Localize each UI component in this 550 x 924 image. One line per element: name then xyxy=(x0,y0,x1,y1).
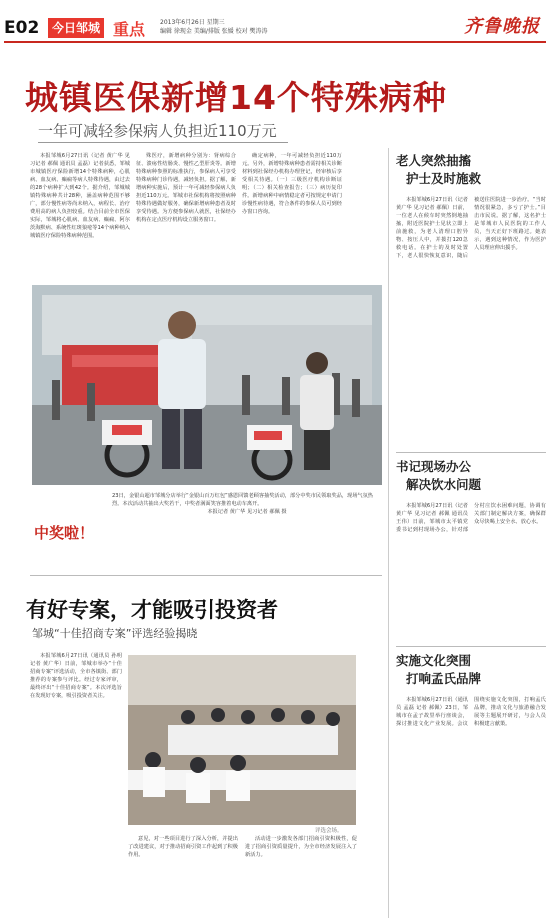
header-divider xyxy=(4,41,546,43)
main-article-column-1: 本报邹城6月27日讯（记者 黄广华 见习记者 郝佩 通讯员 孟磊）记者获悉，邹城市城镇医疗保险新增14个特殊病种，心肌病、血友病、癫痫等病人特殊待遇，由过去的28个病种扩大到42个。据介绍，邹城城镇特殊病种共计28种，涵盖病种范围不够广，部分慢性病等尚未纳入，病程长、治疗费用高的病人负担较重。结合目前全市医保实际，邹城将心肌病、血友病、癫痫、阿尔茨海默病、系统性红斑狼疮等14个病种纳入城镇医疗保险特殊病种范围。 xyxy=(30,153,130,239)
sidebar-divider-2 xyxy=(396,646,546,647)
column-divider xyxy=(388,148,389,918)
sidebar-story1-body: 本报邹城6月27日讯（记者 黄广华 见习记者 郝佩）日前，一位老人在候车时突然倒地抽搐，附近医院护士见状立即上前施救，为老人清理口腔异物、按压人中，并拨打120急救电话。在护士的及时处置下，老人很快恢复意识，随后被送往医院进一步治疗。“当时情况很紧急，多亏了护士。”目击市民说。据了解，这名护士是邹城市人民医院的工作人员，当天正好下班路过。她表示，遇到这种情况，作为医护人员理应伸出援手。 xyxy=(396,197,546,259)
issue-editors: 编辑 徐现金 美编/排版 张媛 校对 樊涛涛 xyxy=(160,28,268,35)
main-subheadline: 一年可减轻参保病人负担近110万元 xyxy=(38,122,277,140)
main-headline: 城镇医保新增14个特殊病种 xyxy=(25,78,447,117)
sidebar-story1-title: 老人突然抽搐 护士及时施救 xyxy=(396,153,482,186)
sidebar-story2-title: 书记现场办公 解决饮水问题 xyxy=(396,459,482,492)
subheadline-rule xyxy=(38,142,288,143)
photo-caption-tag: 中奖啦！ xyxy=(34,522,106,544)
newspaper-logo: 齐鲁晚报 xyxy=(464,16,540,37)
sidebar-story2-body: 本报邹城6月27日讯（记者 黄广华 见习记者 郝佩 通讯员 王伟）日前，邹城市太平镇党委书记到村现场办公，针对部分村庄饮水困难问题，协调有关部门制定解决方案，确保群众尽快喝上安全水、放心水。 xyxy=(396,503,546,533)
photo-caption-credit: 本报记者 黄广华 见习记者 郝佩 摄 xyxy=(207,509,287,515)
second-subheadline: 邹城“十佳招商专案”评选经验揭晓 xyxy=(32,627,198,640)
meeting-photo xyxy=(128,655,356,825)
issue-meta xyxy=(160,18,360,36)
edition-number: E02 xyxy=(4,18,40,38)
sidebar-story3-title: 实施文化突围 打响孟氏品牌 xyxy=(396,653,482,686)
news-photo-prize-winners xyxy=(32,285,382,485)
meeting-photo-caption: 评选会场。 xyxy=(315,828,343,834)
second-article-column-2: 意见，对一些项目进行了深入分析，并提出了改进建议，对于推动招商引资工作起到了积极作用。 xyxy=(128,836,238,858)
issue-date: 2013年6月26日 星期三 xyxy=(160,19,225,26)
section-tag: 重点 xyxy=(113,20,146,39)
section-name: 今日邹城 xyxy=(48,18,104,38)
sidebar-story3-body: 本报邹城6月27日讯（通讯员 孟磊 记者 郝佩）23日，邹城市在孟子故里举行座谈会，探讨推进文化产业发展。会议围绕实施文化突围，打响孟氏品牌，推动文化与旅游融合发展等主题展开研讨，与会人员积极建言献策。 xyxy=(396,697,546,727)
second-article-column-3: 活动进一步激发各部门招商引资积极性，促进了招商引资质量提升，为全市经济发展注入了新活力。 xyxy=(245,836,357,858)
section-divider xyxy=(30,575,382,576)
photo-caption xyxy=(112,492,382,516)
second-headline: 有好专案，才能吸引投资者 xyxy=(26,598,278,622)
main-article-column-2: 殊医疗，新增病种分别为：肾病综合征、溃疡性结肠炎、慢性乙型肝炎等。新增特殊病种参照的标准执行，参保病人可享受特殊病种门诊待遇，减轻负担。据了解，新增病种实施后，预计一年可减轻参保病人负担近110万元。邹城市社保机构将按照病种特殊待遇做好服务，确保新增病种患者及时享受待遇。为方便参保病人就医，社保经办机构在定点医疗机构设立服务窗口。 xyxy=(136,153,236,223)
page-header xyxy=(0,0,550,44)
second-article-column-1: 本报邹城6月27日讯（通讯员 孙明 记者 黄广华）日前，邹城市举办“十佳招商专案”评选活动，全市各镇街、部门推荐的专案参与评比。经过专家评审，最终评出“十佳招商专案”。本次评选旨在发现好专案，吸引投资者关注。 xyxy=(30,653,122,699)
sidebar-divider xyxy=(396,452,546,453)
photo-caption-text: 23日，金银山超市邹城分店举行“金银山百万红包”感恩回馈老顾客抽奖活动，部分中奖市民领取奖品，现场气氛热烈。本次活动共抽出大奖若干，中奖者满面笑容推着电动车离开。 xyxy=(112,493,373,507)
main-article-column-3: 确定病种，一年可减轻负担近110万元。另外，新增特殊病种患者需持相关诊断材料到社保经办机构办理登记，经审核后享受相关待遇。（一）三级医疗机构诊断证明；（二）相关检查报告；（三）病历复印件。新增病种中病情稳定者可按规定申请门诊慢性病待遇，符合条件的参保人员可到经办窗口咨询。 xyxy=(242,153,342,215)
